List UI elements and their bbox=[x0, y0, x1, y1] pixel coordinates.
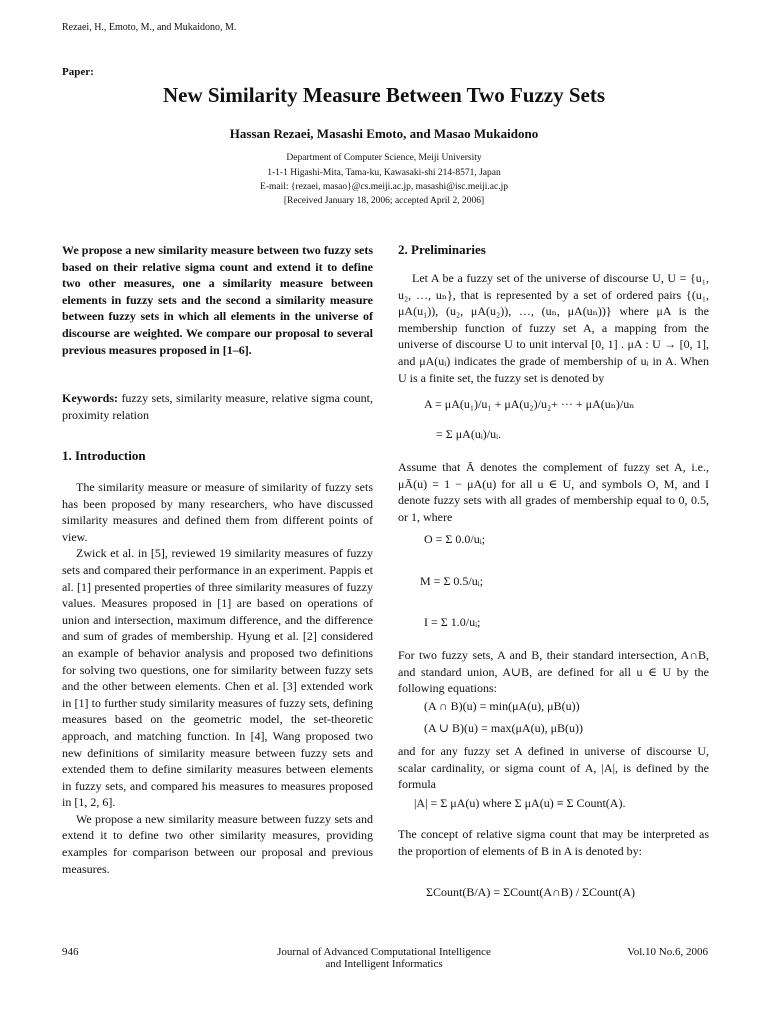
paragraph: Let A be a fuzzy set of the universe of discourse U, U = {u₁, u₂, …, uₙ}, that is represented by a set of ordered pairs {(u₁, μA(u₁)), (u₂, μA(u₂)), …, (uₙ, μA(uₙ))} where μA is the membership function of fuzzy set A, a mapping from the universe of discourse U to unit interval [0, 1] . μA : U → [0, 1], and μA(uᵢ) indicates the grade of membership of uᵢ in A. When U is a finite set, the fuzzy set is denoted by bbox=[398, 271, 709, 385]
paper-label: Paper: bbox=[62, 66, 94, 78]
equation-fuzzy-set: A = μA(u₁)/u₁ + μA(u₂)/u₂+ ··· + μA(uₙ)/uₙ bbox=[424, 397, 635, 411]
equation-I: I = Σ 1.0/uᵢ; bbox=[424, 615, 481, 629]
authors: Hassan Rezaei, Masashi Emoto, and Masao Mukaidono bbox=[229, 126, 539, 141]
affiliation-line: 1-1-1 Higashi-Mita, Tama-ku, Kawasaki-shi 214-8571, Japan bbox=[267, 168, 501, 178]
abstract: We propose a new similarity measure between two fuzzy sets based on their relative sigma count and extend it to define two other measures, one a similarity measure between elements in fuzzy sets and the second a similarity measure between fuzzy sets in which all elements in the universe of discourse are weighted. We compare our proposal to several previous measures proposed in [1–6]. bbox=[62, 243, 373, 357]
section1-body bbox=[62, 479, 373, 877]
section2-heading: 2. Preliminaries bbox=[398, 242, 486, 257]
affiliation-email: E-mail: {rezaei, masao}@cs.meiji.ac.jp, masashi@isc.meiji.ac.jp bbox=[260, 182, 508, 192]
equation-sum: = Σ μA(uᵢ)/uᵢ. bbox=[436, 427, 502, 441]
equation-O: O = Σ 0.0/uᵢ; bbox=[424, 532, 486, 546]
keywords-label: Keywords: bbox=[62, 391, 118, 405]
paragraph: For two fuzzy sets, A and B, their standard intersection, A∩B, and standard union, A∪B, are defined for all u ∈ U by the following equations: bbox=[398, 648, 709, 696]
running-header: Rezaei, H., Emoto, M., and Mukaidono, M. bbox=[62, 22, 237, 33]
journal-name: Journal of Advanced Computational Intelligence and Intelligent Informatics bbox=[277, 946, 491, 970]
keywords-text: fuzzy sets, similarity measure, relative sigma count, proximity relation bbox=[62, 391, 373, 422]
volume-info: Vol.10 No.6, 2006 bbox=[627, 946, 708, 958]
equation-union: (A ∪ B)(u) = max(μA(u), μB(u)) bbox=[424, 721, 583, 735]
paper-title: New Similarity Measure Between Two Fuzzy Sets bbox=[162, 83, 606, 107]
paragraph: Assume that Ā denotes the complement of fuzzy set A, i.e., μĀ(u) = 1 − μA(u) for all u ∈ U, and symbols O, M, and I denote fuzzy sets with all grades of membership equal to 0, 0.5, or 1, where bbox=[398, 460, 709, 524]
page-number: 946 bbox=[62, 946, 79, 958]
equation-M: M = Σ 0.5/uᵢ; bbox=[420, 574, 484, 588]
keywords bbox=[62, 390, 373, 423]
paragraph: and for any fuzzy set A defined in universe of discourse U, scalar cardinality, or sigma count of A, |A|, is defined by the formula bbox=[398, 744, 709, 792]
equation-intersection: (A ∩ B)(u) = min(μA(u), μB(u)) bbox=[424, 699, 580, 713]
paragraph: Zwick et al. in [5], reviewed 19 similarity measures of fuzzy sets and compared their performance in an experiment. Pappis et al. [1] presented properties of three similarity measures of fuzzy values. Measures proposed in [1] are based on operations of union and intersection, maximum difference, and the difference and sum of grades of membership. Hyung et al. [2] considered an example of behavior analysis and proposed two definitions for solving two questions, one for similarity between fuzzy sets and the other between elements. Chen et al. [3] extended work in [1] to further study similarity measures of fuzzy sets, defining measures based on the geometric model, the set-theoretic approach, and matching function. In [4], Wang proposed two new definitions of similarity measure between fuzzy sets and extended them to define similarity measures between elements in fuzzy sets, and compared his measures to measures proposed in [1, 2, 6]. bbox=[62, 546, 373, 810]
equation-relative-sigma-count: ΣCount(B/A) = ΣCount(A∩B) / ΣCount(A) bbox=[426, 885, 636, 899]
section1-heading: 1. Introduction bbox=[62, 448, 146, 463]
equation-cardinality: |A| = Σ μA(u) where Σ μA(u) ≡ Σ Count(A). bbox=[414, 796, 626, 810]
paragraph: We propose a new similarity measure between fuzzy sets and extend it to define two other similarity measures, providing examples for comparison between our proposal and previous measures. bbox=[62, 811, 373, 876]
paragraph: The similarity measure or measure of similarity of fuzzy sets has been proposed by many researchers, who have discussed similarity measures and defined them from different points of view. bbox=[62, 480, 373, 544]
paragraph: The concept of relative sigma count that may be interpreted as the proportion of elements of B in A is denoted by: bbox=[398, 827, 709, 858]
received-date: [Received January 18, 2006; accepted April 2, 2006] bbox=[283, 196, 485, 206]
affiliation-line: Department of Computer Science, Meiji University bbox=[286, 153, 482, 163]
